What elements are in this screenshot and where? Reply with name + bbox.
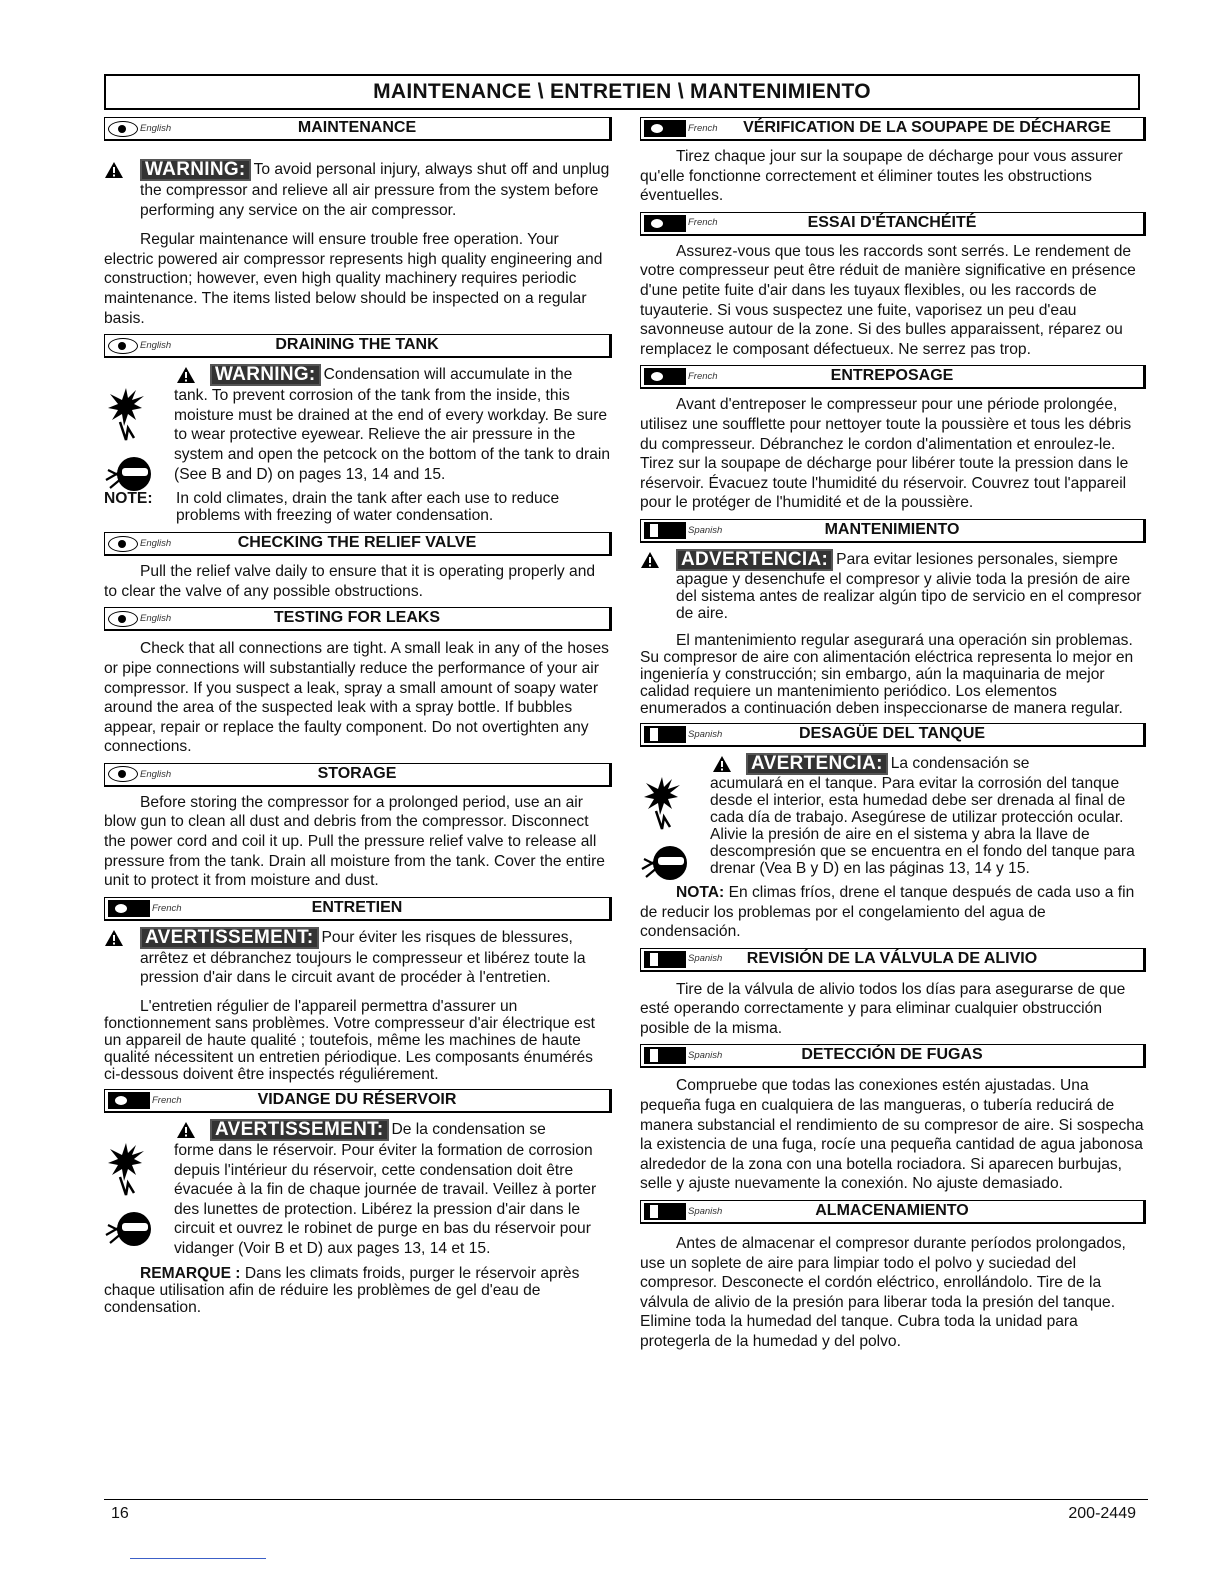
- warning-block: [104, 364, 612, 484]
- section-header-essai: [640, 212, 1146, 236]
- section-title: STORAGE: [317, 764, 397, 782]
- warning-block: [640, 549, 1146, 622]
- warning-block: [104, 159, 612, 220]
- section-header-almacenamiento: [640, 1200, 1146, 1224]
- warning-badge: AVERTENCIA:: [746, 753, 888, 775]
- scan-artifact-line: [130, 1558, 266, 1559]
- note-block: [104, 490, 612, 524]
- warning-icon: [640, 551, 660, 569]
- section-title: ENTRETIEN: [311, 898, 403, 916]
- body-text: Avant d'entreposer le compresseur pour une période prolongée, utilisez une soufflette pour nettoyer toute la poussière et tous les débris du compresseur. Débranchez le cordon d'alimentation et enroulez-le. Tirez sur la soupape de décharge pour libérer toute la pression dans le réservoir. Évacuez toute l'humidité du réservoir. Couvrez tout l'appareil pour le protéger de l'humidité et de la poussière.: [640, 396, 1132, 512]
- note-text: En climas fríos, drene el tanque después de cada uso a fin de reducir los problemas por el congelamiento del agua de condensación.: [640, 883, 1135, 941]
- french-icon: French: [644, 120, 718, 137]
- section-header-entreposage: [640, 365, 1146, 389]
- section-title: REVISIÓN DE LA VÁLVULA DE ALIVIO: [746, 949, 1038, 967]
- left-column: [104, 117, 612, 1322]
- french-icon: French: [108, 900, 182, 917]
- note-block: [640, 883, 1146, 942]
- right-column: [640, 117, 1146, 1358]
- note-text: Dans les climats froids, purger le réservoir après chaque utilisation afin de réduire les problèmes de gel d'eau de condensation.: [104, 1264, 580, 1316]
- section-title: ALMACENAMIENTO: [815, 1202, 969, 1220]
- spanish-icon: Spanish: [644, 951, 722, 968]
- note-label: NOTE:: [104, 490, 153, 508]
- warning-block: [104, 927, 612, 988]
- warning-text: Para evitar lesiones personales, siempre apague y desenchufe el compresor y alivie toda la presión de aire del sistema antes de realizar algún tipo de servicio en el compresor de aire.: [676, 550, 1142, 622]
- english-icon: English: [108, 535, 171, 552]
- french-icon: French: [644, 368, 718, 385]
- section-title: MAINTENANCE: [297, 119, 417, 136]
- warning-block: [104, 1119, 612, 1259]
- warning-lead: Condensation will accumulate in the: [323, 366, 573, 384]
- section-header-verification: [640, 117, 1146, 141]
- warning-text: forme dans le réservoir. Pour éviter la formation de corrosion depuis l'intérieur du réservoir, cette condensation doit être évacuée à la fin de chaque journée de travail. Veillez à porter des lunettes de protection. Libérez la pression d'air dans le circuit et ouvrez le robinet de purge en bas du réservoir pour vidanger (Voir B et D) aux pages 13, 14 et 15.: [174, 1142, 597, 1257]
- french-icon: French: [108, 1092, 182, 1109]
- section-header-vidange: [104, 1089, 612, 1113]
- warning-badge: WARNING:: [210, 364, 321, 386]
- spanish-icon: Spanish: [644, 726, 722, 743]
- warning-icon: [104, 929, 124, 947]
- section-header-maintenance: [104, 117, 612, 141]
- section-header-leaks: [104, 607, 612, 631]
- section-title: TESTING FOR LEAKS: [273, 609, 441, 627]
- corrosion-hazard-icon: [642, 775, 682, 831]
- section-header-storage: [104, 763, 612, 787]
- page-title: MAINTENANCE \ ENTRETIEN \ MANTENIMIENTO: [104, 74, 1140, 110]
- spanish-icon: Spanish: [644, 522, 722, 539]
- warning-text: tank. To prevent corrosion of the tank from the inside, this moisture must be drained at the end of every workday. Be sure to wear protective eyewear. Relieve the air pressure in the system and open the petcock on the bottom of the tank to drain (See B and D) on pages 13, 14 and 15.: [174, 387, 611, 483]
- corrosion-hazard-icon: [106, 386, 146, 442]
- warning-badge: WARNING:: [140, 159, 251, 181]
- body-text: Before storing the compressor for a prolonged period, use an air blow gun to clean all dust and debris from the compressor. Disconnect the power cord and coil it up. Pull the pressure relief valve to release all pressure from the tank. Drain all moisture from the tank. Cover the entire unit to protect it from moisture and dust.: [104, 793, 605, 890]
- warning-lead: De la condensation se: [391, 1121, 546, 1139]
- section-header-entretien: [104, 897, 612, 921]
- section-title: VÉRIFICATION DE LA SOUPAPE DE DÉCHARGE: [743, 119, 1111, 136]
- body-text: Pull the relief valve daily to ensure that it is operating properly and to clear the valve of any possible obstructions.: [104, 563, 596, 600]
- english-icon: English: [108, 766, 171, 783]
- body-text: Antes de almacenar el compresor durante períodos prolongados, use un soplete de aire para limpiar todo el polvo y suciedad del compresor. Desconecte el cordón eléctrico, enrollándolo. Tire de la válvula de alivio de la presión para liberar toda la presión del tanque. Elimine toda la humedad del tanque. Cubra toda la unidad para protegerla de la humedad y del polvo.: [640, 1235, 1126, 1350]
- section-title: MANTENIMIENTO: [824, 520, 960, 538]
- warning-badge: AVERTISSEMENT:: [140, 927, 319, 949]
- section-header-desague: [640, 723, 1146, 747]
- section-title: DRAINING THE TANK: [275, 336, 439, 354]
- note-text: In cold climates, drain the tank after each use to reduce problems with freezing of water condensation.: [176, 490, 560, 525]
- section-title: VIDANGE DU RÉSERVOIR: [257, 1091, 457, 1109]
- section-title: ESSAI D'ÉTANCHÉITÉ: [807, 213, 977, 231]
- warning-text: acumulará en el tanque. Para evitar la corrosión del tanque desde el interior, esta humedad debe ser drenada al final de cada día de trabajo. Asegúrese de utilizar protección ocular. Alivie la presión de aire en el sistema y abra la llave de descompresión que se encuentra en el fondo del tanque para drenar (Vea B y D) en las páginas 13, 14 y 15.: [710, 774, 1135, 877]
- warning-text: Pour éviter les risques de blessures, arrêtez et débranchez toujours le compresseur et libérez toute la pression d'air dans le circuit avant de procéder à l'entretien.: [140, 928, 586, 987]
- english-icon: English: [108, 120, 171, 137]
- warning-icon: [104, 161, 124, 179]
- section-header-relief-valve: [104, 532, 612, 556]
- document-number: 200-2449: [1068, 1505, 1136, 1522]
- warning-text: To avoid personal injury, always shut off and unplug the compressor and relieve all air pressure from the system before performing any service on the air compressor.: [140, 161, 610, 219]
- eye-protection-icon: [104, 1205, 152, 1253]
- warning-icon: [176, 366, 196, 384]
- section-header-revision: [640, 948, 1146, 972]
- body-text: Compruebe que todas las conexiones estén ajustadas. Una pequeña fuga en cualquiera de las mangueras, o tubería reducirá de manera substancial el rendimiento de su compresor de aire. Si sospecha la existencia de una fuga, rocíe una pequeña cantidad de agua jabonosa alrededor de la zona con una botella rociadora. Si aparecen burbujas, selle y ajuste nuevamente la conexión. No ajuste demasiado.: [640, 1077, 1144, 1193]
- corrosion-hazard-icon: [106, 1141, 146, 1197]
- french-icon: French: [644, 215, 718, 232]
- footer-rule: [104, 1499, 1148, 1500]
- section-title: DESAGÜE DEL TANQUE: [798, 724, 986, 742]
- body-text: Regular maintenance will ensure trouble free operation. Your electric powered air compressor represents high quality engineering and construction; however, even high quality machinery requires periodic maintenance. The items listed below should be inspected on a regular basis.: [104, 231, 603, 327]
- warning-badge: AVERTISSEMENT:: [210, 1119, 389, 1141]
- body-text: Tire de la válvula de alivio todos los días para asegurarse de que esté operando correctamente y para eliminar cualquier obstrucción posible de la misma.: [640, 980, 1126, 1037]
- body-text: L'entretien régulier de l'appareil permettra d'assurer un fonctionnement sans problèmes. Votre compresseur d'air électrique est un appareil de haute qualité ; toutefois, même les machines de haute qualité nécessitent un entretien périodique. Les composants énumérés ci-dessous doivent être inspectés réguliérement.: [104, 998, 595, 1084]
- body-text: El mantenimiento regular asegurará una operación sin problemas. Su compresor de aire con alimentación eléctrica representa lo mejor en ingeniería y construcción; sin embargo, aún la maquinaria de mejor calidad requiere un mantenimiento periódico. Los elementos enumerados a continuación deben inspeccionarse de manera regular.: [640, 631, 1134, 717]
- warning-badge: ADVERTENCIA:: [676, 549, 833, 571]
- page-number: 16: [111, 1505, 129, 1522]
- spanish-icon: Spanish: [644, 1203, 722, 1220]
- body-text: Check that all connections are tight. A small leak in any of the hoses or pipe connections will substantially reduce the performance of your air compressor. If you suspect a leak, spray a small amount of soapy water around the area of the suspected leak with a spray bottle. If bubbles appear, repair or replace the faulty component. Do not overtighten any connections.: [104, 640, 609, 756]
- section-header-deteccion: [640, 1044, 1146, 1068]
- warning-icon: [176, 1121, 196, 1139]
- section-title: DETECCIÓN DE FUGAS: [801, 1046, 983, 1064]
- note-label: REMARQUE :: [140, 1264, 241, 1282]
- section-header-mantenimiento: [640, 519, 1146, 543]
- section-title: ENTREPOSAGE: [830, 367, 954, 385]
- note-block: [104, 1265, 612, 1316]
- section-header-draining: [104, 334, 612, 358]
- warning-block: [640, 753, 1146, 877]
- warning-icon: [712, 755, 732, 773]
- section-title: CHECKING THE RELIEF VALVE: [237, 534, 477, 552]
- english-icon: English: [108, 337, 171, 354]
- body-text: Assurez-vous que tous les raccords sont serrés. Le rendement de votre compresseur peut être réduit de manière significative en présence d'une petite fuite d'air dans les tuyaux flexibles, ou les raccords de tuyauterie. Si vous suspectez une fuite, vaporisez un peu d'eau savonneuse autour de la zone. Si des bulles apparaissent, réparez ou remplacez le composant défectueux. Ne serrez pas trop.: [640, 242, 1136, 358]
- spanish-icon: Spanish: [644, 1047, 722, 1064]
- note-label: NOTA:: [676, 883, 725, 901]
- english-icon: English: [108, 610, 171, 627]
- warning-lead: La condensación se: [890, 754, 1030, 772]
- eye-protection-icon: [640, 839, 688, 887]
- body-text: Tirez chaque jour sur la soupape de décharge pour vous assurer qu'elle fonctionne correctement et éliminer toutes les obstructions éventuelles.: [640, 148, 1123, 205]
